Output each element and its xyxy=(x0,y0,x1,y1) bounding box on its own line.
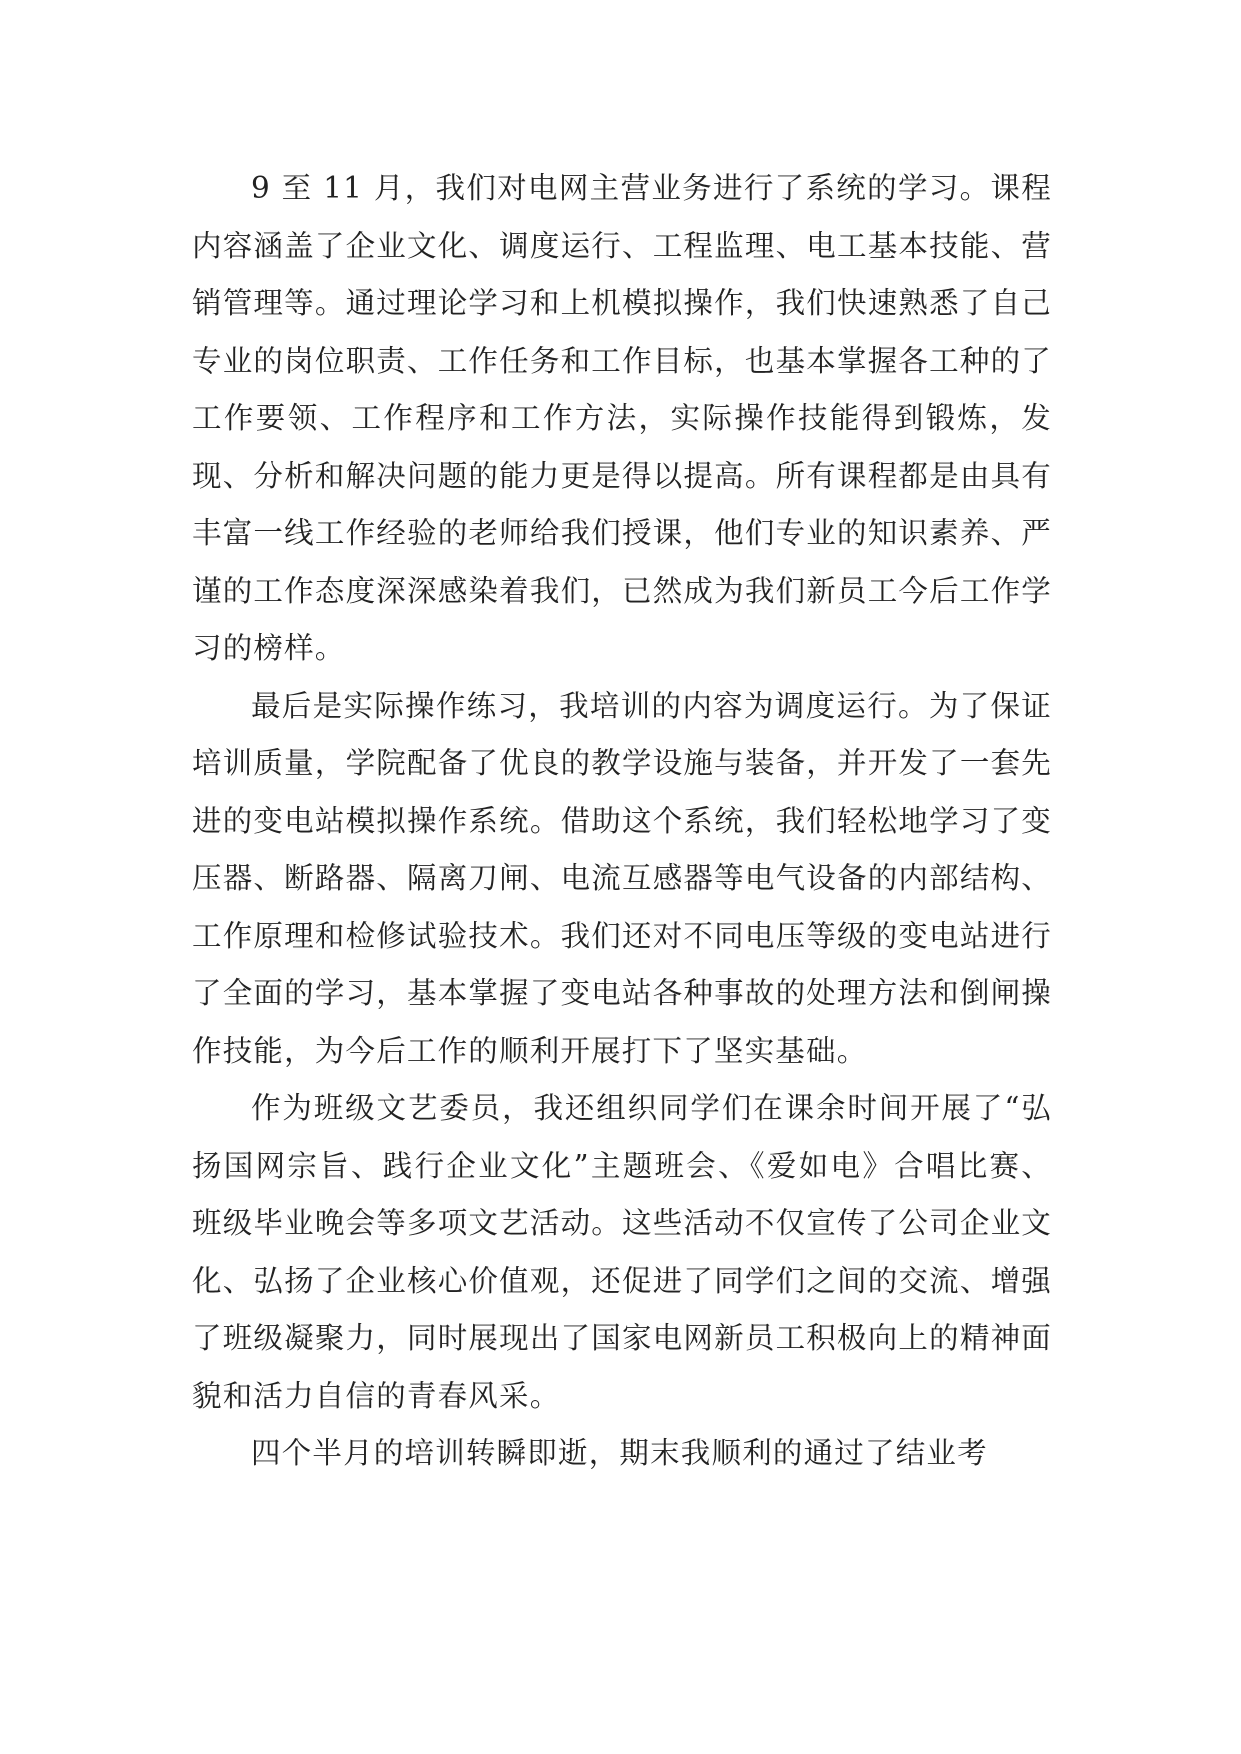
paragraph-practical-operation: 最后是实际操作练习，我培训的内容为调度运行。为了保证培训质量，学院配备了优良的教学设施与装备，并开发了一套先进的变电站模拟操作系统。借助这个系统，我们轻松地学习了变压器、断路器、隔离刀闸、电流互感器等电气设备的内部结构、工作原理和检修试验技术。我们还对不同电压等级的变电站进行了全面的学习，基本掌握了变电站各种事故的处理方法和倒闸操作技能，为今后工作的顺利开展打下了坚实基础。 xyxy=(192,688,1052,1068)
paragraph-art-activities: 作为班级文艺委员，我还组织同学们在课余时间开展了“弘扬国网宗旨、践行企业文化”主题班会、《爱如电》合唱比赛、班级毕业晚会等多项文艺活动。这些活动不仅宣传了公司企业文化、弘扬了企业核心价值观，还促进了同学们之间的交流、增强了班级凝聚力，同时展现出了国家电网新员工积极向上的精神面貌和活力自信的青春风采。 xyxy=(192,1091,1052,1413)
paragraph-training-summary: 四个半月的培训转瞬即逝，期末我顺利的通过了结业考 xyxy=(251,1436,988,1470)
document-body xyxy=(192,160,1052,1483)
paragraph-training-courses: 9 至 11 月，我们对电网主营业务进行了系统的学习。课程内容涵盖了企业文化、调度运行、工程监理、电工基本技能、营销管理等。通过理论学习和上机模拟操作，我们快速熟悉了自己专业的岗位职责、工作任务和工作目标，也基本掌握各工种的了工作要领、工作程序和工作方法，实际操作技能得到锻炼，发现、分析和解决问题的能力更是得以提高。所有课程都是由具有丰富一线工作经验的老师给我们授课，他们专业的知识素养、严谨的工作态度深深感染着我们，已然成为我们新员工今后工作学习的榜样。 xyxy=(192,171,1052,665)
